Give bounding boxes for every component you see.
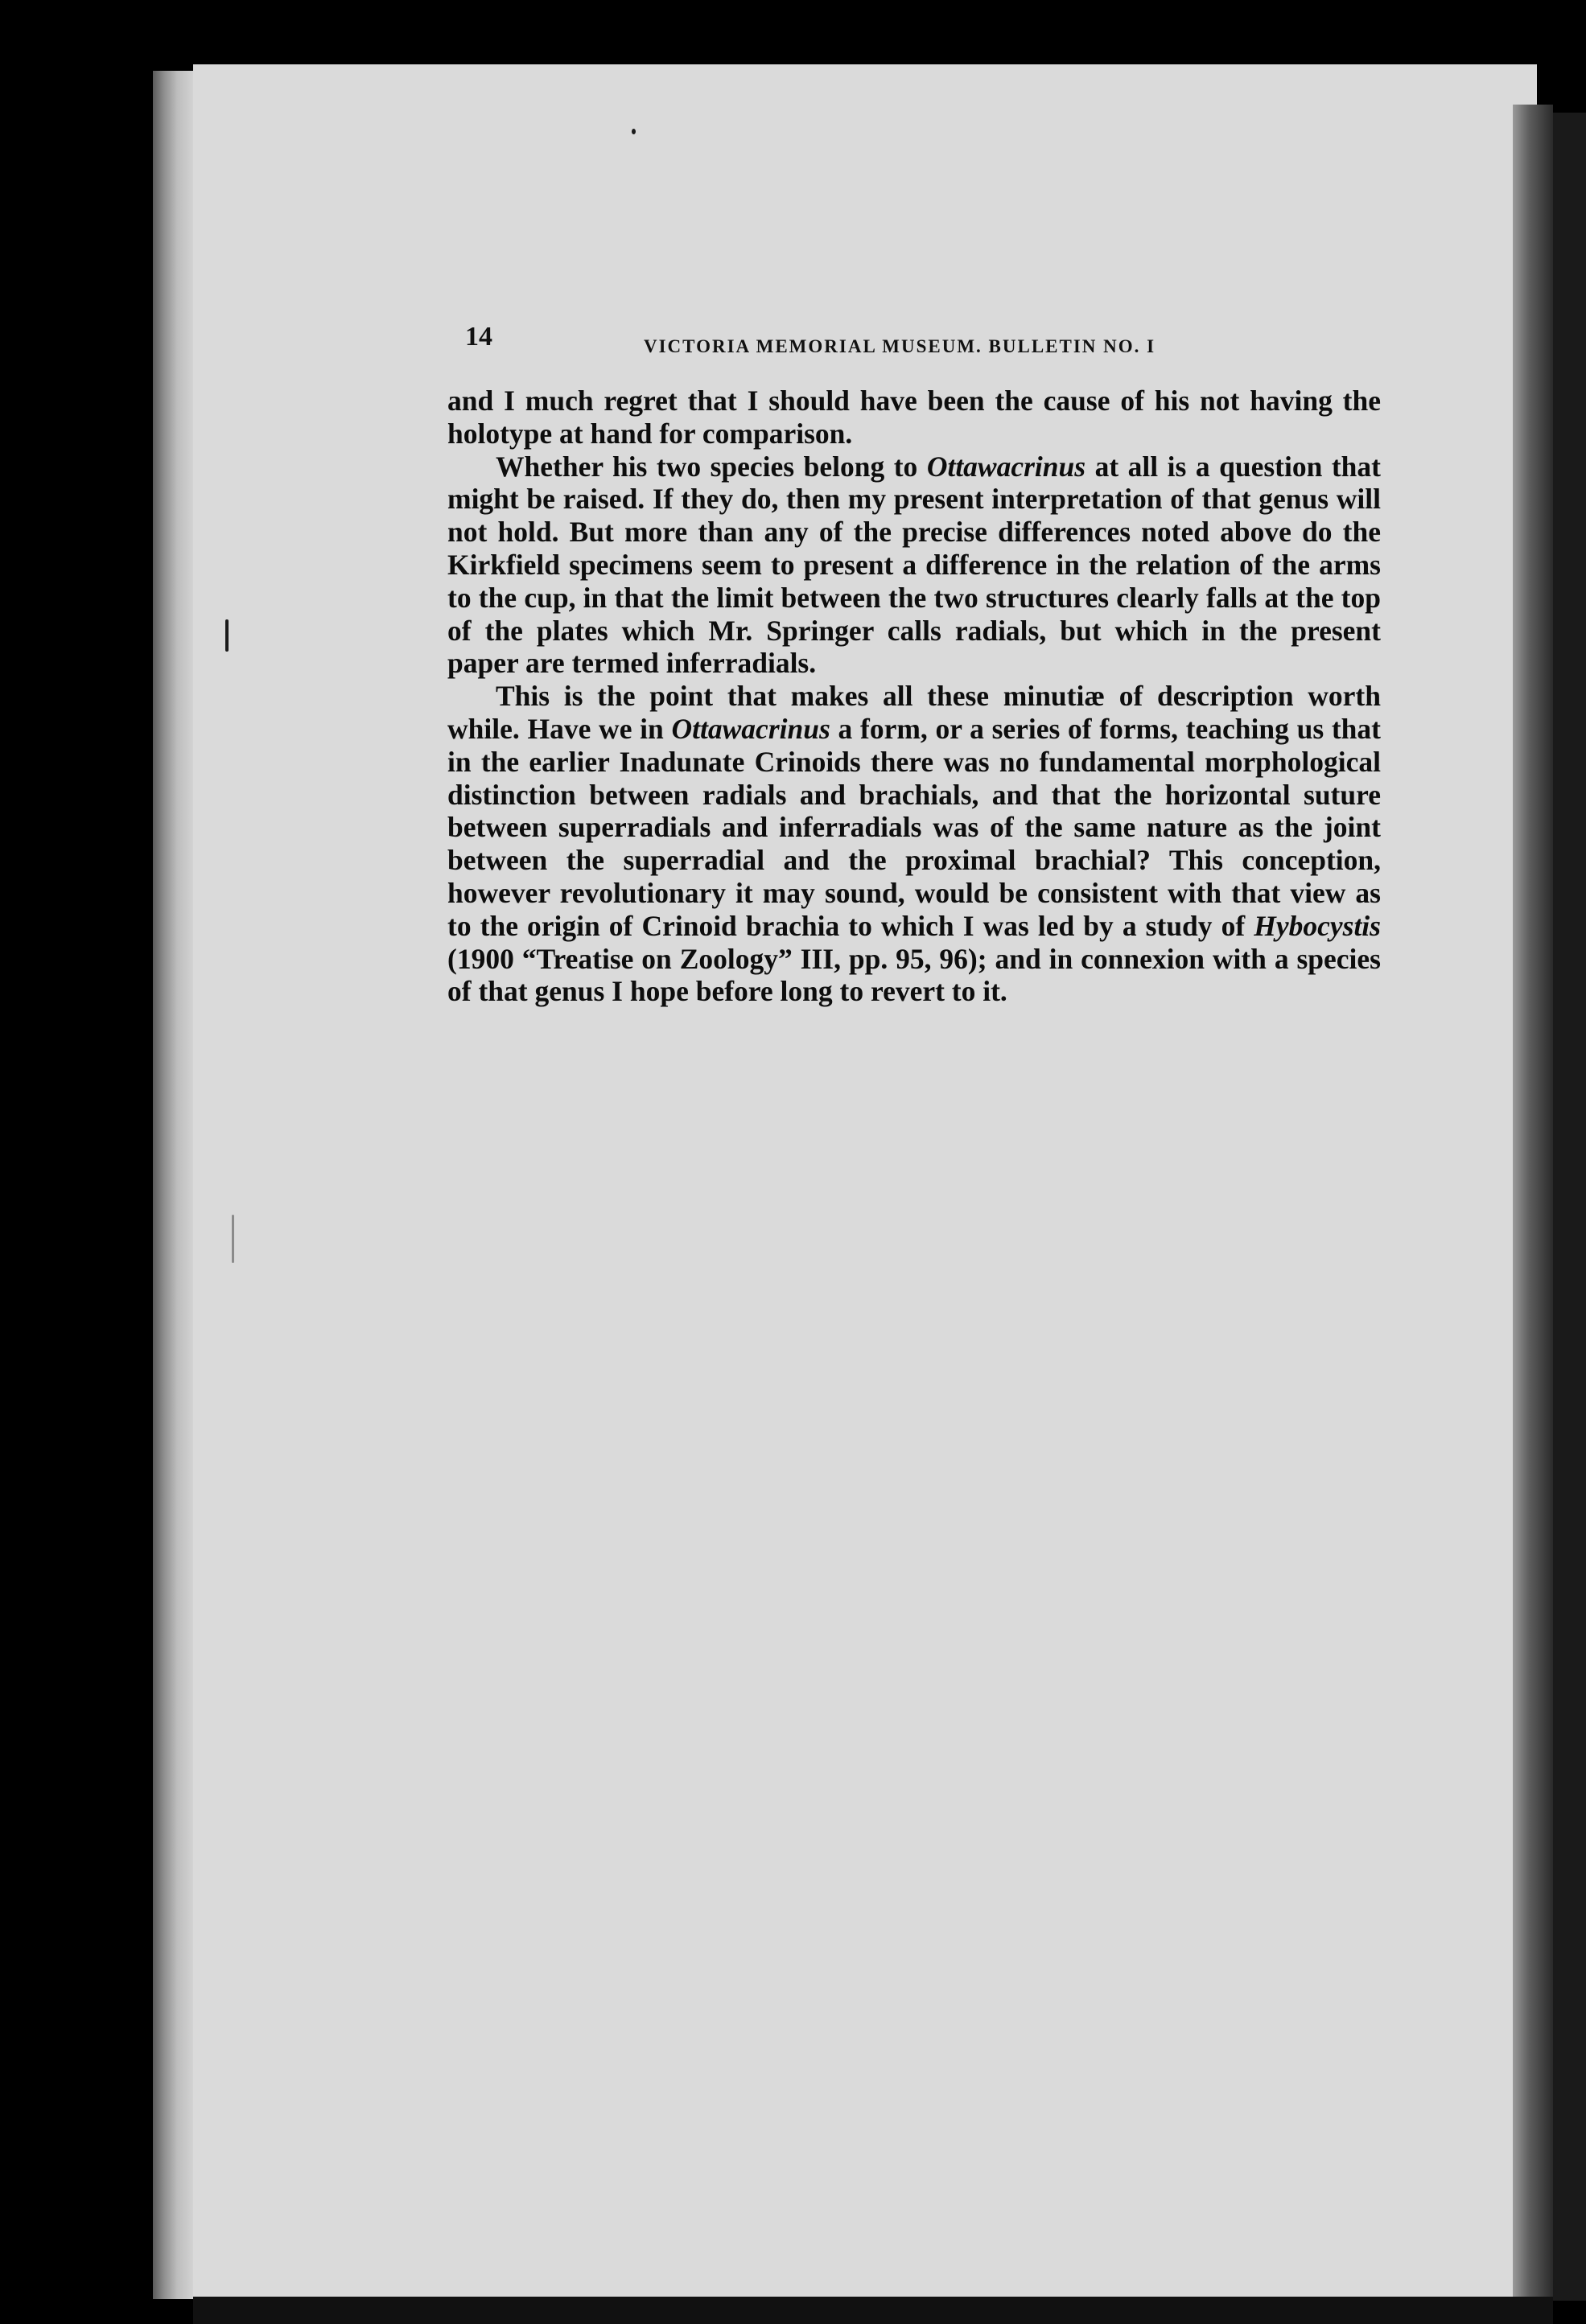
scan-speck bbox=[232, 1215, 234, 1263]
genus-name-italic: Ottawacrinus bbox=[926, 450, 1086, 483]
genus-name-italic: Hybocystis bbox=[1254, 909, 1381, 942]
running-head bbox=[465, 319, 1270, 367]
text-run: at all is a question that might be raised. If they do, then my present interpretation of that genus will not hold. But more than any of the precise differences noted above do the Kirkfield specimens seem to present a difference in the relation of the arms to the cup, in that the limit between the two structures clearly falls at the top of the plates which Mr. Springer calls radials, but which in the present paper are termed inferradials. bbox=[447, 450, 1381, 680]
paragraph bbox=[447, 680, 1381, 1008]
running-title: VICTORIA MEMORIAL MUSEUM. BULLETIN NO. I bbox=[644, 336, 1156, 356]
body-text bbox=[447, 385, 1381, 1008]
frame-right-border bbox=[1553, 113, 1586, 2301]
paragraph bbox=[447, 450, 1381, 681]
text-run: (1900 “Treatise on Zoology” III, pp. 95, 96); and in connexion with a species of that genus I hope before long to revert to it. bbox=[447, 942, 1381, 1008]
scan-speck bbox=[632, 129, 636, 134]
page-right-shadow bbox=[1513, 105, 1553, 2301]
text-run: This is the point that makes all these minutiæ of description worth while. Have we in bbox=[447, 680, 1381, 745]
page-bottom-shadow bbox=[193, 2297, 1553, 2324]
paragraph bbox=[447, 385, 1381, 450]
genus-name-italic: Ottawacrinus bbox=[671, 712, 830, 745]
text-run: and I much regret that I should have been the cause of his not having the holotype at hand for comparison. bbox=[447, 385, 1381, 450]
page-left-edge bbox=[153, 71, 197, 2299]
text-run: a form, or a series of forms, teaching us that in the earlier Inadunate Crinoids there was no fundamental morphological distinction between radials and brachials, and that the horizontal suture between superradials and inferradials was of the same nature as the joint between the superradial and the proximal brachial? This conception, however revolutionary it may sound, would be consistent with that view as to the origin of Crinoid brachia to which I was led by a study of bbox=[447, 712, 1381, 942]
page-number: 14 bbox=[465, 322, 492, 352]
scan-speck bbox=[225, 619, 229, 652]
text-run: Whether his two species belong to bbox=[496, 450, 927, 483]
